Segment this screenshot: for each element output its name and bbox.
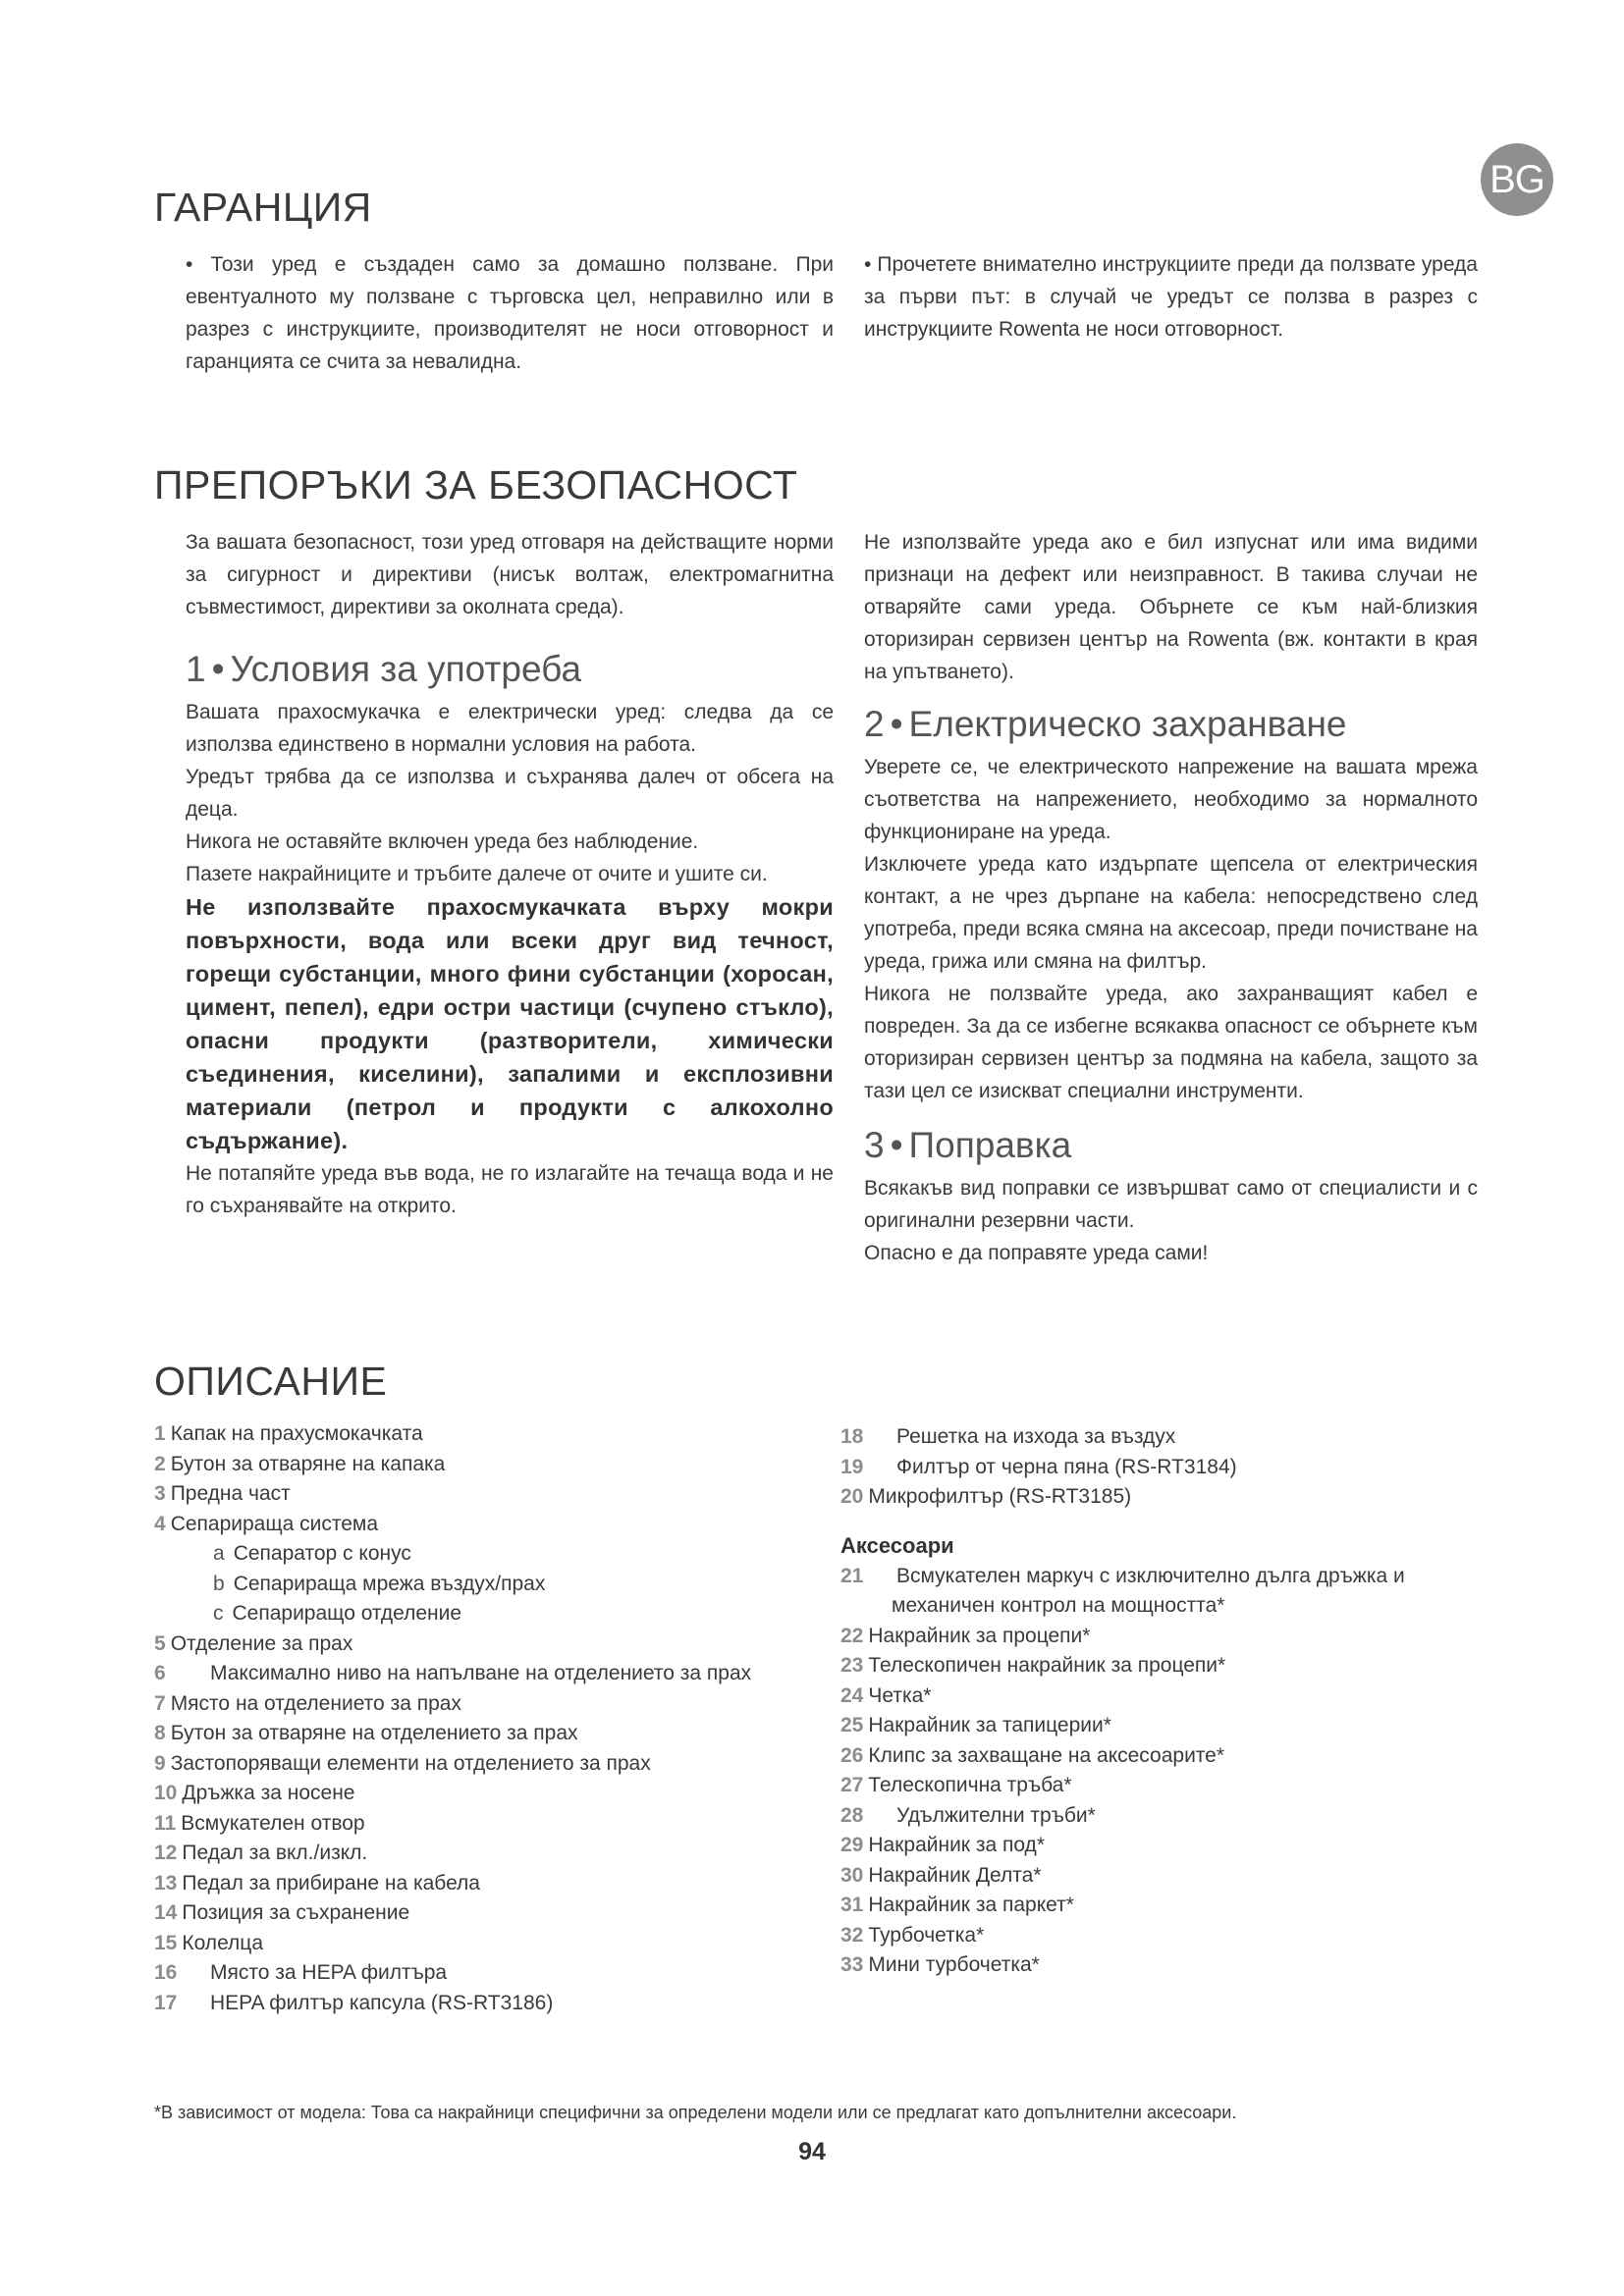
item-number: a [213, 1542, 225, 1565]
item-number: 9 [154, 1751, 166, 1775]
item-number: 15 [154, 1931, 178, 1954]
safety-left-column [186, 526, 834, 1222]
item-number: 11 [154, 1811, 177, 1835]
power-p2: Изключете уреда като издърпате щепсела от електрическия контакт, а не чрез дърпане на кабела: непосредствено след употреба, преди всяка смяна на аксесоар, преди почистване на уреда, грижа или смяна на филтър. [864, 853, 1478, 973]
list-item [154, 1419, 802, 1450]
item-number: 12 [154, 1842, 178, 1864]
repair-heading [864, 1123, 1478, 1168]
language-badge: BG [1481, 143, 1553, 216]
usage-p5: Не потапяйте уреда във вода, не го излагайте на течаща вода и не го съхранявайте на открито. [186, 1162, 834, 1217]
item-number: 22 [840, 1624, 864, 1647]
item-text: Телескопичен накрайник за процепи* [868, 1654, 1226, 1677]
power-supply-bullet: • [890, 704, 903, 744]
item-number: 19 [840, 1455, 864, 1478]
usage-p2: Уредът трябва да се използва и съхранява далеч от обсега на деца. [186, 766, 834, 821]
item-number: 8 [154, 1722, 166, 1744]
list-item [840, 1482, 1454, 1513]
item-number: 20 [840, 1485, 864, 1508]
item-text: Сепарираща мрежа въздух/прах [233, 1572, 546, 1595]
power-supply-title: Електрическо захранване [908, 704, 1347, 744]
item-text: Накрайник за паркет* [868, 1894, 1074, 1916]
list-item [840, 1771, 1454, 1801]
item-number: 24 [840, 1683, 864, 1707]
usage-conditions-heading [186, 647, 834, 692]
list-item [840, 1921, 1454, 1951]
list-item [154, 1898, 802, 1929]
description-right-list [840, 1422, 1454, 1981]
item-text: Сепарираща система [170, 1512, 379, 1535]
repair-bullet: • [890, 1125, 903, 1165]
item-number: 28 [840, 1803, 864, 1827]
usage-p3: Никога не оставяйте включен уреда без наблюдение. [186, 830, 699, 853]
item-text: Колелца [182, 1931, 264, 1954]
repair-title: Поправка [908, 1125, 1072, 1165]
list-item [840, 1453, 1454, 1483]
list-item [154, 1570, 802, 1600]
item-text: Максимално ниво на напълване на отделението за прах [210, 1662, 752, 1684]
repair-number: 3 [864, 1125, 885, 1165]
usage-conditions-title: Условия за употреба [230, 649, 582, 689]
item-text: Педал за вкл./изкл. [182, 1842, 368, 1864]
list-item [154, 1659, 802, 1689]
item-text: Накрайник за процепи* [868, 1624, 1091, 1647]
item-text: Позиция за съхранение [182, 1901, 410, 1924]
warranty-right-column [864, 248, 1478, 346]
item-number: 3 [154, 1482, 166, 1505]
item-text: Капак на прахусмокачката [170, 1422, 423, 1445]
list-item [154, 1689, 802, 1720]
usage-conditions-number: 1 [186, 649, 206, 689]
item-text: Четка* [868, 1683, 932, 1707]
repair-p2: Опасно е да поправяте уреда сами! [864, 1242, 1209, 1264]
list-item [154, 1929, 802, 1959]
usage-conditions-bullet: • [211, 649, 225, 689]
usage-p1: Вашата прахосмукачка е електрически уред: следва да се използва единствено в нормални условия на работа. [186, 701, 834, 756]
power-supply-heading [864, 702, 1478, 747]
power-p3: Никога не ползвайте уреда, ако захранващият кабел е повреден. За да се избегне всякаква опасност се обърнете към оторизиран сервизен център за подмяна на кабела, защото за тази цел се изискват специални инструменти. [864, 983, 1478, 1102]
item-text: Бутон за отваряне на отделението за прах [170, 1722, 578, 1744]
item-number: 26 [840, 1743, 864, 1767]
item-text: Всмукателен отвор [181, 1811, 365, 1835]
list-item [840, 1801, 1454, 1832]
usage-p4: Пазете накрайниците и тръбите далече от очите и ушите си. [186, 863, 768, 885]
list-item [840, 1741, 1454, 1772]
item-number: 13 [154, 1871, 178, 1895]
item-number: 27 [840, 1774, 864, 1796]
list-item [840, 1861, 1454, 1892]
warranty-left-column [186, 248, 834, 378]
item-text: Телескопична тръба* [868, 1774, 1072, 1796]
item-number: 23 [840, 1654, 864, 1677]
item-text: Отделение за прах [170, 1631, 353, 1655]
item-text: Филтър от черна пяна (RS-RT3184) [896, 1455, 1237, 1478]
safety-intro-left: За вашата безопасност, този уред отговаря на действащите норми за сигурност и директиви (нисък волтаж, електромагнитна съвместимост, директиви за околната среда). [186, 531, 834, 618]
item-text: Решетка на изхода за въздух [896, 1425, 1176, 1448]
list-item [154, 1599, 802, 1629]
item-text: Дръжка за носене [182, 1782, 355, 1804]
item-text: Турбочетка* [868, 1923, 985, 1947]
item-text: Всмукателен маркуч с изключително дълга дръжка и [896, 1564, 1405, 1587]
list-item [154, 1450, 802, 1480]
safety-title: ПРЕПОРЪКИ ЗА БЕЗОПАСНОСТ [154, 462, 798, 507]
list-item [154, 1719, 802, 1749]
warranty-left-text: • Този уред е създаден само за домашно ползване. При евентуалното му ползване с търговска цел, неправилно или в разрез с инструкциите, производителят не носи отговорност и гаранцията се счита за невалидна. [186, 253, 834, 373]
list-item [840, 1651, 1454, 1682]
list-item [840, 1950, 1454, 1981]
item-number: b [213, 1572, 225, 1595]
list-item [154, 1629, 802, 1660]
item-number: 1 [154, 1422, 166, 1445]
page-number: 94 [798, 2138, 826, 2165]
footnote: *В зависимост от модела: Това са накрайници специфични за определени модели или се предлагат като допълнителни аксесоари. [154, 2103, 1237, 2122]
list-item [154, 1479, 802, 1510]
repair-p1: Всякакъв вид поправки се извършват само от специалисти и с оригинални резервни части. [864, 1177, 1478, 1232]
description-title: ОПИСАНИЕ [154, 1359, 388, 1404]
item-number: 5 [154, 1631, 166, 1655]
item-number: 10 [154, 1782, 178, 1804]
warranty-title: ГАРАНЦИЯ [154, 185, 372, 230]
description-left-list [154, 1419, 802, 2018]
item-text: Клипс за захващане на аксесоарите* [868, 1743, 1225, 1767]
item-number: 4 [154, 1512, 166, 1535]
item-text: Сепаратор с конус [233, 1542, 411, 1565]
accessories-heading: Аксесоари [840, 1532, 954, 1558]
item-number: 16 [154, 1961, 178, 1984]
item-text: Сепариращо отделение [232, 1602, 462, 1625]
item-text: механичен контрол на мощността* [892, 1594, 1225, 1617]
list-item [154, 1839, 802, 1869]
item-number: 14 [154, 1901, 178, 1924]
item-number: 30 [840, 1863, 864, 1887]
item-number: 2 [154, 1452, 166, 1475]
list-item [840, 1622, 1454, 1652]
item-text: Мини турбочетка* [868, 1953, 1040, 1976]
item-text: Място на отделението за прах [170, 1691, 461, 1715]
list-item [840, 1422, 1454, 1453]
power-supply-number: 2 [864, 704, 885, 744]
item-number: 18 [840, 1425, 864, 1448]
list-item [154, 1539, 802, 1570]
item-number: 7 [154, 1691, 166, 1715]
item-text: Удължителни тръби* [896, 1803, 1096, 1827]
item-number: 21 [840, 1564, 864, 1587]
item-number: 31 [840, 1894, 864, 1916]
list-item [154, 1869, 802, 1899]
item-text: HEPA филтър капсула (RS-RT3186) [210, 1991, 554, 2014]
item-text: Педал за прибиране на кабела [182, 1871, 480, 1895]
list-item [840, 1711, 1454, 1741]
list-item [154, 1779, 802, 1809]
item-text: Място за HEPA филтъра [210, 1961, 448, 1984]
warranty-right-text: • Прочетете внимателно инструкциите преди да ползвате уреда за първи път: в случай че уредът се ползва в разрез с инструкциите Rowenta не носи отговорност. [864, 253, 1478, 341]
item-text: Предна част [170, 1482, 291, 1505]
item-number: 6 [154, 1662, 166, 1684]
item-text: Накрайник за тапицерии* [868, 1714, 1111, 1736]
list-item [840, 1682, 1454, 1712]
list-item [154, 1989, 802, 2019]
list-item [154, 1809, 802, 1840]
list-item [840, 1591, 1454, 1622]
item-text: Бутон за отваряне на капака [170, 1452, 446, 1475]
usage-warning-bold: Не използвайте прахосмукачката върху мокри повърхности, вода или всеки друг вид течност, горещи субстанции, много фини субстанции (хоросан, цимент, пепел), едри остри частици (счупено стъкло), опасни продукти (разтворители, химически съединения, киселини), запалими и експлозивни материали (петрол и продукти с алкохолно съдържание). [186, 894, 834, 1153]
list-item [154, 1510, 802, 1540]
item-text: Микрофилтър (RS-RT3185) [868, 1485, 1132, 1508]
list-item [840, 1831, 1454, 1861]
safety-intro-right: Не използвайте уреда ако е бил изпуснат или има видими признаци на дефект или неизправност. В такива случаи не отваряйте сами уреда. Обърнете се към най-близкия оторизиран сервизен център на Rowenta (вж. контакти в края на упътването). [864, 531, 1478, 683]
item-number: c [213, 1602, 224, 1625]
power-p1: Уверете се, че електрическото напрежение на вашата мрежа съответства на напрежението, необходимо за нормалното функциониране на уреда. [864, 756, 1478, 843]
list-item [840, 1562, 1454, 1592]
list-item [840, 1891, 1454, 1921]
item-text: Застопоряващи елементи на отделението за прах [170, 1751, 651, 1775]
item-number: 33 [840, 1953, 864, 1976]
item-text: Накрайник Делта* [868, 1863, 1042, 1887]
item-number: 25 [840, 1714, 864, 1736]
item-number: 29 [840, 1834, 864, 1856]
item-text: Накрайник за под* [868, 1834, 1045, 1856]
list-item [154, 1749, 802, 1780]
safety-right-column [864, 526, 1478, 1269]
item-number: 17 [154, 1991, 178, 2014]
list-item [154, 1958, 802, 1989]
item-number: 32 [840, 1923, 864, 1947]
